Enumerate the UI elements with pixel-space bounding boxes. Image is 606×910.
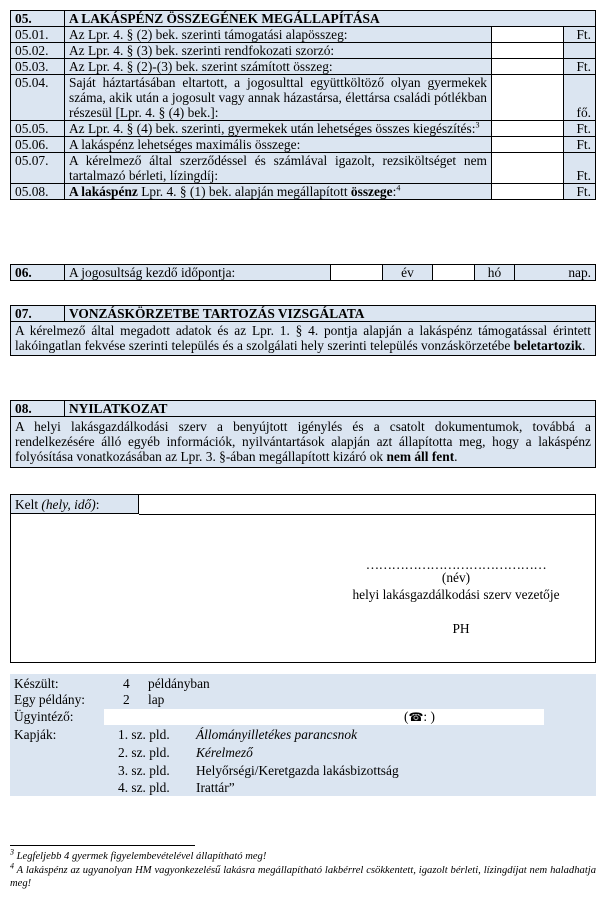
footnote-ref: 3: [475, 120, 480, 130]
phone-close: : ): [423, 709, 435, 724]
amount-field[interactable]: [491, 43, 563, 59]
row-text: [65, 184, 492, 200]
year-field[interactable]: [331, 265, 383, 281]
row-unit: Ft.: [563, 59, 595, 75]
table-row: [11, 59, 596, 75]
section-07-body: [11, 322, 596, 356]
section-07-table: [10, 305, 596, 356]
amount-field[interactable]: [491, 137, 563, 153]
pages-row: [10, 692, 596, 707]
text-main: A helyi lakásgazdálkodási szerv a benyújtott igénylés és a csatolt dokumentumok, továbbá a rendelkezésére álló egyéb információk, nyilvántartások alapján azt állapította meg, hogy a lakáspénz folyósítása vonatkozásában az Lpr. 3. §-ában megállapított kizáró ok: [15, 419, 591, 464]
list-item: [10, 745, 596, 760]
text-main: A kérelmező által megadott adatok és az Lpr. 1. § 4. pontja alapján a lakáspénz támogatással érintett lakóingatlan fekvése szerinti település és a szolgálati hely szerinti település vonzáskörzetébe: [15, 323, 591, 353]
keszult-row: [10, 676, 596, 691]
text-bold: beletartozik: [513, 338, 583, 353]
start-date-row: [11, 265, 596, 281]
row-text: Saját háztartásában eltartott, a jogosulttal együttköltöző olyan gyermekek száma, akik után a jogosult vagy annak házastársa, élettársa családi pótlékban részesül [Lpr. 4. § (4) bek.]:: [65, 75, 492, 121]
list-item: [10, 780, 596, 795]
footnote-text: A lakáspénz az ugyanolyan HM vagyonkezelésű lakásra megállapítható lakbérrel csökkentett, igazolt bérleti, lízingdíjat nem haladhatja meg!: [10, 865, 596, 889]
stamp-placeholder: PH: [452, 621, 470, 636]
list-item: [10, 727, 596, 742]
row-text-bold: összege: [350, 184, 393, 199]
row-text: Az Lpr. 4. § (3) bek. szerinti rendfokozati szorzó:: [65, 43, 492, 59]
signer-name: (név): [441, 570, 471, 585]
pages-count: 2: [123, 692, 130, 707]
row-text-main: Az Lpr. 4. § (4) bek. szerinti, gyermekek után lehetséges összes kiegészítés:: [69, 121, 476, 136]
row-unit: Ft.: [563, 137, 595, 153]
keszult-label: Készült:: [14, 676, 59, 691]
table-row: [11, 27, 596, 43]
section-06-table: [10, 264, 596, 281]
section-text: [11, 417, 596, 468]
year-label: év: [383, 265, 433, 281]
section-07-header: [11, 306, 596, 322]
section-08-header: [11, 401, 596, 417]
section-08-table: [10, 400, 596, 468]
section-08-body: [11, 417, 596, 468]
section-05-table: [10, 10, 596, 200]
row-unit: fő.: [563, 75, 595, 121]
amount-field[interactable]: [491, 27, 563, 43]
ugyintezo-field[interactable]: [104, 709, 544, 725]
row-text-mid: Lpr. 4. § (1) bek. alapján megállapított: [137, 184, 351, 199]
row-unit: Ft.: [563, 27, 595, 43]
kelt-label: Kelt: [15, 497, 42, 512]
list-item: [10, 763, 596, 778]
distribution-block: [10, 674, 596, 796]
signer-role: helyi lakásgazdálkodási szerv vezetője: [352, 587, 560, 602]
phone-open: (: [404, 709, 409, 724]
text-tail: .: [454, 449, 458, 464]
table-row: [11, 153, 596, 184]
copy-recipient: Állományilletékes parancsnok: [196, 727, 358, 742]
row-number: 05.06.: [11, 137, 65, 153]
row-text: Az Lpr. 4. § (2)-(3) bek. szerint számított összeg:: [65, 59, 492, 75]
amount-field[interactable]: [491, 184, 563, 200]
footnote-marker: 4: [10, 861, 14, 871]
footnote-marker: 3: [10, 847, 14, 857]
month-field[interactable]: [433, 265, 475, 281]
phone-field: [404, 709, 435, 725]
kapjak-label: Kapják:: [14, 727, 57, 742]
phone-icon: ☎: [408, 710, 424, 724]
row-text: [65, 121, 492, 137]
keszult-count: 4: [123, 676, 130, 691]
row-unit: Ft.: [563, 184, 595, 200]
row-number: 05.04.: [11, 75, 65, 121]
row-number: 05.08.: [11, 184, 65, 200]
section-text: [11, 322, 596, 356]
ugyintezo-row: [10, 709, 596, 724]
row-text-tail: :: [392, 184, 397, 199]
footnote-4: [10, 861, 596, 890]
table-row: [11, 137, 596, 153]
table-row: [11, 75, 596, 121]
section-title: NYILATKOZAT: [65, 401, 596, 417]
signature-box: [10, 494, 596, 663]
section-number: 08.: [11, 401, 65, 417]
copy-recipient: Helyőrségi/Keretgazda lakásbizottság: [196, 763, 399, 778]
copy-number: 4. sz. pld.: [118, 780, 170, 795]
section-title: A LAKÁSPÉNZ ÖSSZEGÉNEK MEGÁLLAPÍTÁSA: [65, 11, 596, 27]
table-row: [11, 43, 596, 59]
row-text-bold: A lakáspénz: [69, 184, 138, 199]
month-label: hó: [475, 265, 515, 281]
section-05-header: [11, 11, 596, 27]
amount-field[interactable]: [491, 59, 563, 75]
section-number: 06.: [11, 265, 65, 281]
pages-text: lap: [148, 692, 165, 707]
kelt-label-cell: [11, 495, 139, 514]
kelt-label-italic: (hely, idő): [41, 497, 96, 512]
row-number: 05.01.: [11, 27, 65, 43]
section-title: VONZÁSKÖRZETBE TARTOZÁS VIZSGÁLATA: [65, 306, 596, 322]
row-unit: [563, 43, 595, 59]
row-unit: Ft.: [563, 121, 595, 137]
table-row: [11, 184, 596, 200]
table-row: [11, 121, 596, 137]
copy-number: 1. sz. pld.: [118, 727, 170, 742]
copy-recipient: Irattár”: [196, 780, 235, 795]
copy-number: 3. sz. pld.: [118, 763, 170, 778]
footnote-text: Legfeljebb 4 gyermek figyelembevételével állapítható meg!: [14, 851, 267, 862]
copy-recipient: Kérelmező: [196, 745, 253, 760]
section-number: 07.: [11, 306, 65, 322]
copy-number: 2. sz. pld.: [118, 745, 170, 760]
row-unit: Ft.: [563, 153, 595, 184]
place-date-field[interactable]: [139, 495, 595, 515]
row-number: 05.07.: [11, 153, 65, 184]
ugyintezo-label: Ügyintéző:: [14, 709, 74, 724]
row-text: A kérelmező által szerződéssel és számlával igazolt, rezsiköltséget nem tartalmazó bérleti, lízingdíj:: [65, 153, 492, 184]
section-number: 05.: [11, 11, 65, 27]
pages-label: Egy példány:: [14, 692, 86, 707]
amount-field[interactable]: [491, 75, 563, 121]
row-text: Az Lpr. 4. § (2) bek. szerinti támogatási alapösszeg:: [65, 27, 492, 43]
signature-line: ……………………………………: [365, 557, 547, 572]
text-bold: nem áll fent: [386, 449, 455, 464]
keszult-text: példányban: [148, 676, 210, 691]
amount-field[interactable]: [491, 121, 563, 137]
row-number: 05.02.: [11, 43, 65, 59]
text-tail: .: [582, 338, 586, 353]
day-label: nap.: [515, 265, 596, 281]
footnote-separator: [10, 845, 195, 846]
row-number: 05.03.: [11, 59, 65, 75]
footnote-ref: 4: [396, 183, 401, 193]
kelt-colon: :: [95, 497, 100, 512]
row-number: 05.05.: [11, 121, 65, 137]
row-text: A lakáspénz lehetséges maximális összege:: [65, 137, 492, 153]
amount-field[interactable]: [491, 153, 563, 184]
start-date-label: A jogosultság kezdő időpontja:: [65, 265, 331, 281]
footnote-3: [10, 847, 596, 863]
